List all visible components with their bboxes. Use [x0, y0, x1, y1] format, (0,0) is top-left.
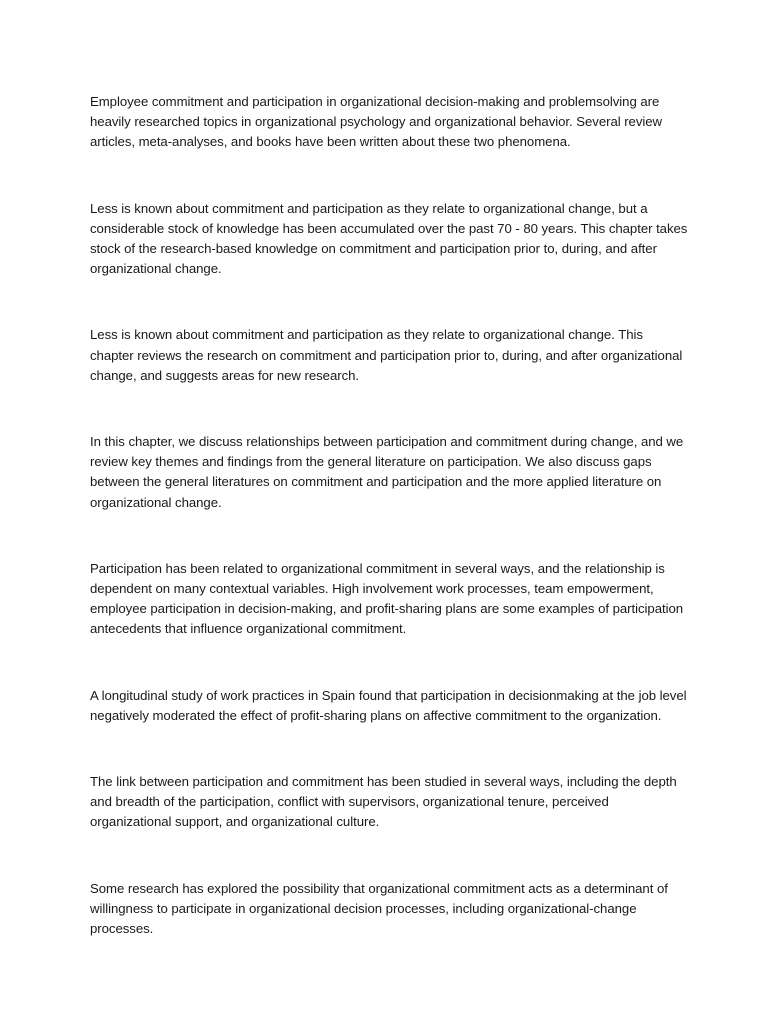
paragraph-4: In this chapter, we discuss relationships between participation and commitment during change, and we review key themes and findings from the general literature on participation. We also discuss gaps between the general literatures on commitment and participation and the more applied literature on organizational change. — [90, 434, 684, 510]
paragraph-8: Some research has explored the possibility that organizational commitment acts as a determinant of willingness to participate in organizational decision processes, including organizational-change processes. — [90, 880, 668, 937]
paragraph-7: The link between participation and commitment has been studied in several ways, including the depth and breadth of the participation, conflict with supervisors, organizational tenure, perceived organizational support, and organizational culture. — [90, 774, 677, 830]
paragraph-3: Less is known about commitment and participation as they relate to organizational change. This chapter reviews the research on commitment and participation prior to, during, and after organizational change, and suggests areas for new research. — [90, 327, 683, 383]
document-body — [90, 92, 690, 985]
paragraph-5: Participation has been related to organizational commitment in several ways, and the relationship is dependent on many contextual variables. High involvement work processes, team empowerment, employee participation in decision-making, and profit-sharing plans are some examples of participation antecedents that influence organizational commitment. — [90, 560, 684, 637]
paragraph-1: Employee commitment and participation in organizational decision-making and problemsolving are heavily researched topics in organizational psychology and organizational behavior. Several review articles, meta-analyses, and books have been written about these two phenomena. — [90, 94, 663, 150]
paragraph-6: A longitudinal study of work practices in Spain found that participation in decisionmaking at the job level negatively moderated the effect of profit-sharing plans on affective commitment to the organization. — [90, 687, 687, 723]
paragraph-2: Less is known about commitment and participation as they relate to organizational change, but a considerable stock of knowledge has been accumulated over the past 70 - 80 years. This chapter takes stock of the research-based knowledge on commitment and participation prior to, during, and after organizational change. — [90, 200, 688, 277]
